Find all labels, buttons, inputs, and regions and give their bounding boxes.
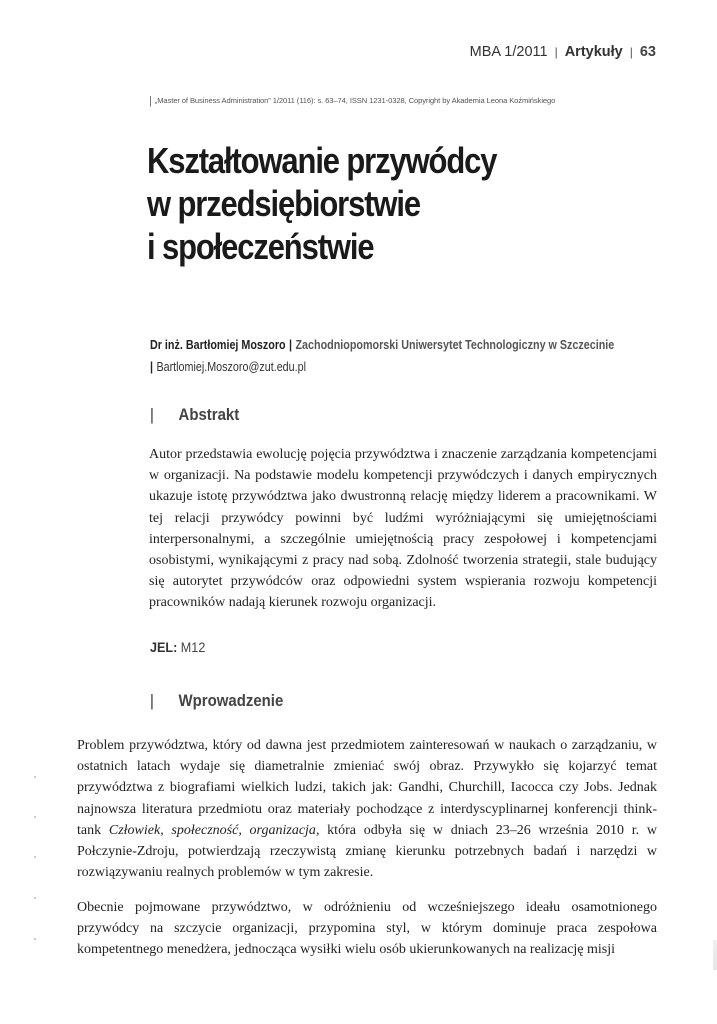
introduction-paragraph-2 xyxy=(77,897,657,961)
citation-bar: | xyxy=(149,95,152,107)
title-line: Kształtowanie przywódcy xyxy=(147,140,497,181)
title-line: i społeczeństwie xyxy=(147,226,374,267)
section-name: Artykuły xyxy=(564,44,623,60)
heading-bar: | xyxy=(150,405,154,424)
paragraph-text: , która odbyła się w dniach 23–26 września 2010 r. w Połczynie-Zdroju, potwierdzają rzeczywistą zmianę kierunku potrzebnych badań i narzędzi w rozwiązywaniu realnych problemów w tym zakresie. xyxy=(77,822,658,881)
header-separator: | xyxy=(629,45,633,59)
introduction-paragraph-1 xyxy=(77,735,657,883)
email-separator: | xyxy=(150,360,154,374)
author-block xyxy=(150,334,614,378)
paragraph-text: Problem przywództwa, który od dawna jest przedmiotem zainteresowań w naukach o zarządzaniu, w ostatnich latach wydaje się diametralnie zmieniać swój obraz. Przywykło się kojarzyć temat przywództwa z biografiami wielkich ludzi, takich jak: Gandhi, Churchill, Iacocca czy Jobs. Jednak najnowsza literatura przedmiotu oraz materiały pochodzące z interdyscyplinarnej konferencji think-tank xyxy=(77,738,657,838)
margin-mark xyxy=(34,856,36,858)
title-line: w przedsiębiorstwie xyxy=(147,183,420,224)
header-separator: | xyxy=(554,45,558,59)
page-edge-shadow xyxy=(713,940,717,970)
jel-code: M12 xyxy=(180,639,206,655)
introduction-heading-label: Wprowadzenie xyxy=(178,691,284,710)
paragraph: Obecnie pojmowane przywództwo, w odróżnieniu od wcześniejszego ideału osamotnionego przywódcy na szczycie organizacji, przypomina styl, w którym dominuje praca zespołowa kompetentnego menedżera, jednocząca wysiłki wielu osób ukierunkowanych na realizację misji xyxy=(77,900,657,958)
author-institution: Zachodniopomorski Uniwersytet Technologiczny w Szczecinie xyxy=(295,338,615,352)
citation-text: „Master of Business Administration” 1/2011 (116): s. 63–74, ISSN 1231-0328, Copyright by Akademia Leona Koźmińskiego xyxy=(154,96,556,105)
abstract-heading xyxy=(150,405,239,425)
author-email[interactable]: Bartlomiej.Moszoro@zut.edu.pl xyxy=(156,360,306,374)
author-name: Dr inż. Bartłomiej Moszoro xyxy=(150,338,286,352)
journal-issue: MBA 1/2011 xyxy=(469,44,548,60)
margin-mark xyxy=(34,776,36,778)
abstract-heading-label: Abstrakt xyxy=(178,405,240,424)
citation-line xyxy=(149,95,555,107)
jel-classification xyxy=(150,639,205,655)
heading-bar: | xyxy=(150,691,154,710)
margin-mark xyxy=(34,816,36,818)
paragraph xyxy=(77,735,657,883)
author-separator: | xyxy=(289,338,293,352)
conference-title: Człowiek, społeczność, organizacja xyxy=(108,822,316,838)
abstract-paragraph: Autor przedstawia ewolucję pojęcia przywództwa i znaczenie zarządzania kompetencjami w organizacji. Na podstawie modelu kompetencji przywódczych i danych empirycznych ukazuje istotę przywództwa jako dwustronną relację między liderem a pracownikami. W tej relacji przywódcy powinni być ludźmi wyróżniającymi się umiejętnościami interpersonalnymi, a szczególnie umiejętnością pracy zespołowej i kompetencjami osobistymi, wynikającymi z pracy nad sobą. Zdolność tworzenia strategii, stale budujący się autorytet przywódców oraz odpowiedni system wspierania rozwoju kompetencji pracowników nadają kierunek rozwoju organizacji. xyxy=(149,447,657,611)
abstract-body xyxy=(149,444,657,614)
introduction-heading xyxy=(150,691,283,711)
author-line xyxy=(150,334,614,356)
margin-mark xyxy=(34,938,36,940)
article-title xyxy=(147,139,496,268)
running-header xyxy=(470,44,656,60)
margin-mark xyxy=(34,897,36,899)
page-number: 63 xyxy=(639,44,656,60)
jel-label: JEL: xyxy=(150,639,178,655)
email-line xyxy=(150,356,614,378)
